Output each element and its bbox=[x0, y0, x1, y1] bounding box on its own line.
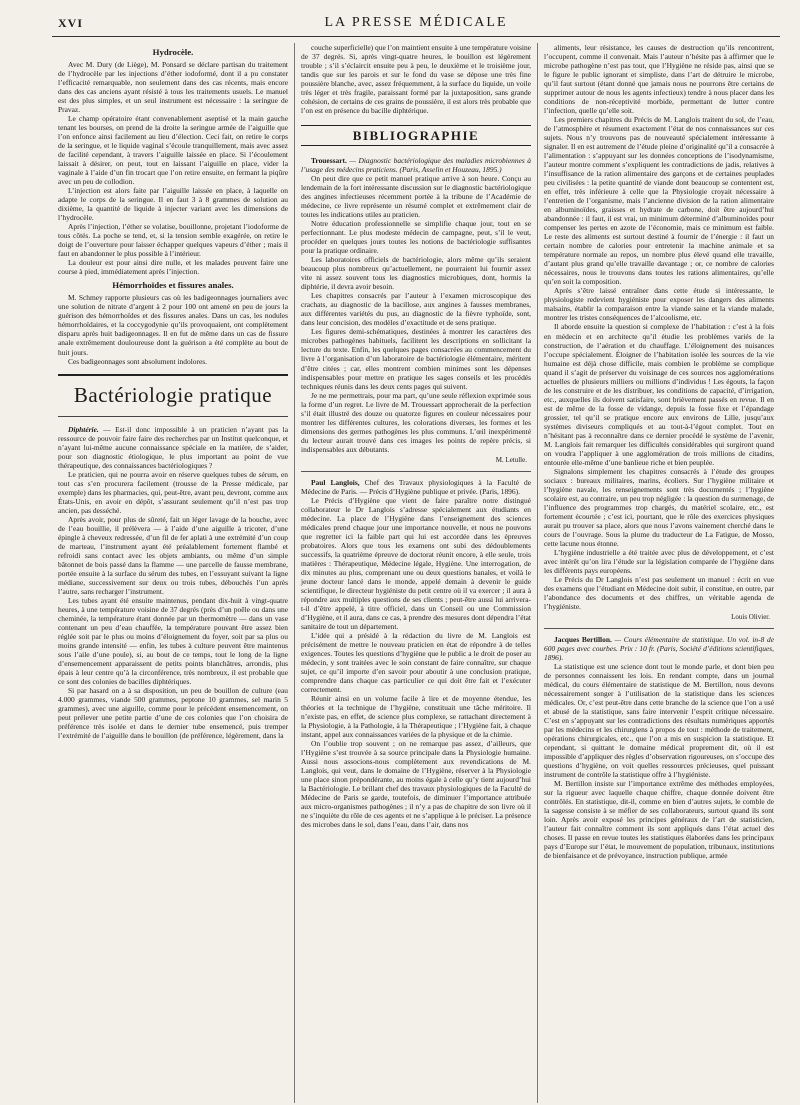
book-title: — Cours élémentaire de statistique. Un vol. in-8 de 600 pages avec courbes. Prix : 10 fr. (Paris, Société d’éditions scientifiques, 1896). bbox=[544, 635, 775, 663]
paragraph: aliments, leur résistance, les causes de destruction qu’ils rencontrent, l’occupent, comme il convenait. Mais l’auteur n’hésite pas à affirmer que le microbe pathogène n’est pas tout, que l’Hygiène ne réside pas, ainsi que se le figure le public ignorant et simpliste, dans l’art de détruire le microbe, qu’il faut surtout (étant donné que jamais nous ne pourrons être certains de supprimer autour de nous les agents infectieux) tendre à nous placer dans les conditions de non-réceptivité morbide, permettant de lutter contre l’infection, quelle qu’elle soit. bbox=[544, 43, 774, 116]
divider bbox=[301, 471, 531, 472]
column-right bbox=[537, 43, 780, 1103]
paragraph-text: — Est-il donc impossible à un praticien n’ayant pas la ressource de pouvoir faire faire des recherches par un Institut quelconque, et n’ayant lui-même aucune connaissance spéciale en la matière, de s’aider, pour son diagnostic étiologique, le plus important au point de vue thérapeutique, des connaissances bactériologiques ? bbox=[58, 424, 288, 470]
paragraph: Le Précis du Dr Langlois n’est pas seulement un manuel : écrit en vue des examens que l’étudiant en Médecine doit subir, il constitue, en outre, par l’abondance des documents et des chiffres, un véritable agenda de l’hygiéniste. bbox=[544, 574, 774, 611]
paragraph bbox=[58, 425, 288, 470]
paragraph: L’idée qui a présidé à la rédaction du livre de M. Langlois est précisément de mettre le nouveau praticien en état de répondre à de telles exigences. Toutes les questions d’hygiène que le public a le droit de poser au médecin, y sont traitées avec le soin constant de faire connaître, sur chaque sujet, ce qu’il importe d’en savoir pour aboutir à une conclusion pratique, comprendre dans chaque cas particulier ce qui doit être fait et l’exécuter correctement. bbox=[301, 630, 531, 695]
paragraph: M. Bertillon insiste sur l’importance extrême des méthodes employées, sur la rigueur avec laquelle chaque chiffre, chaque donnée doivent être contrôlés. En statistique, dit-il, comme en bien d’autres sujets, le comble de la sagesse consiste à se méfier de ses collaborateurs, surtout quand ils sont loin. Après avoir exposé les principes généraux de l’art de statisticien, l’auteur fait connaître comment ils sont appliqués dans l’état actuel des choses. Il passe en revue toutes les statistiques élaborées dans les principaux pays d’Europe sur l’état, le mouvement de population, tribunaux, institutions de bienfaisance et de prévoyance, instruction publique, armée bbox=[544, 779, 774, 861]
paragraph: Si par hasard on a à sa disposition, un peu de bouillon de culture (eau 4.000 grammes, viande 500 grammes, peptone 10 grammes, sel marin 5 grammes), avec une aiguille, comme pour le précédent ensemencement, on peut prélever une petite partie d’une de ces colonies que l’on choisira de préférence très isolée et dans le dernier tube ensemencé, puis tremper l’extrémité de l’aiguille dans le bouillon (de préférence, légèrement, dans la bbox=[58, 685, 288, 741]
paragraph: Après s’être laissé entraîner dans cette étude si intéressante, le physiologiste redevient hygiéniste pour exposer les dangers des aliments malsains, établir la comparaison entre la viande saine et la viande malade, montrer les tristes conséquences de l’alcoolisme, etc. bbox=[544, 286, 774, 323]
column-middle bbox=[294, 43, 537, 1103]
journal-title: LA PRESSE MÉDICALE bbox=[324, 15, 508, 30]
section-title-bibliographie: BIBLIOGRAPHIE bbox=[301, 125, 531, 146]
book-citation bbox=[301, 156, 531, 174]
section-heading-hydrocele: Hydrocèle. bbox=[152, 47, 194, 57]
paragraph: Les premiers chapitres du Précis de M. Langlois traitent du sol, de l’eau, de l’atmosphère et résument exactement l’état de nos connaissances sur ces sujets. Nous n’y trouvons pas de nouveauté spécialement intéressante à signaler. Il en est autrement de l’étude pleine d’originalité qu’il a consacrée à l’alimentation : s’appuyant sur les données conceptions de l’isodynamisme, l’auteur montre comment s’expliquent les contradictions de jadis, relatives à l’insuffisance de la ration alimentaire des garçons et de certaines peuplades peu civilisées : la petite quantité de viande dont beaucoup se contentent est, en effet, très inférieure à celle que la Physiologie croyait nécessaire à l’entretien de l’organisme, mais l’ancienne division de la ration alimentaire en albuminoïdes, graisses et hydrate de carbone, doit être aujourd’hui abandonnée : il faut, il est vrai, un minimum déterminé d’albuminoïdes pour compenser les pertes en azote de l’économie, mais ce minimum est faible. Le reste des aliments est surtout destiné à fournir de l’énergie : il faut un certain nombre de calories pour entretenir la machine animale et sa température normale au repos, un nombre plus élevé quand elle travaille, d’autant plus grand qu’elle travaille davantage ; or, ce nombre de calories nécessaires, nous le trouvons dans toutes les rations alimentaires, qu’elle qu’en soit la composition. bbox=[544, 115, 774, 287]
book-title: Chef des Travaux physiologiques à la Faculté de Médecine de Paris. — Précis d’Hygiène publique et privée. (Paris, 1896). bbox=[301, 477, 531, 496]
paragraph: Le praticien, qui ne pourra avoir en réserve quelques tubes de sérum, en tout cas s’en procurera facilement (trousse de la Presse médicale, par exemple) dans les pharmacies, qui, peut-être, avant peu, devront, comme aux États-Unis, en avoir en dépôt, s’assurant seulement qu’il n’est pas trop ancien, pas desséché. bbox=[58, 469, 288, 515]
paragraph: Les tubes ayant été ensuite maintenus, pendant dix-huit à vingt-quatre heures, à une température voisine de 37 degrés (près d’un poêle ou dans une cheminée, la température étant donnée par un thermomètre — dans un vase contenant un peu d’eau chauffée, la température pouvant être assez bien réglée soit par le plus ou moins d’éloignement du foyer, soit par sa plus ou moins grande intensité — enfin, les tubes à culture peuvent être maintenus sous l’aile d’une poule), si, au bout de ce temps, tout le long de la ligne d’ensemencement apparaissent de petits points blanchâtres, arrondis, plus épais à leur centre qu’à la circonférence, très nombreux, il est probable que ce sont des colonies de bacilles diphtériques. bbox=[58, 595, 288, 686]
column-left bbox=[52, 43, 294, 1103]
topic-label: Diphtérie. bbox=[68, 424, 99, 434]
book-author: Trouessart. bbox=[311, 156, 347, 166]
page-header bbox=[52, 14, 780, 37]
paragraph: M. Schmey rapporte plusieurs cas où les badigeonnages journaliers avec une solution de nitrate d’argent à 2 pour 100 ont amené en peu de jours la guérison des hémorrhoïdes et des fissures anales. Dans un cas, les nodules hémorrhoïdaires, et la coccygodynie qu’ils provoquaient, ont complètement disparu après huit badigeonnages. Il en fut de même dans un cas de fissure anale extrêmement douloureuse dont la guérison a été complète au bout de huit jours. bbox=[58, 293, 288, 357]
paragraph: Après l’injection, l’éther se volatise, bouillonne, projetant l’iodoforme de tous côtés. La poche se tend, et, si la tension semble exagérée, on retire le doigt de l’ouverture pour laisser échapper quelques vapeurs d’éther ; mais il faut en abandonner le plus possible à l’intérieur. bbox=[58, 222, 288, 259]
paragraph: Ces badigeonnages sont absolument indolores. bbox=[68, 356, 208, 366]
review-signature: M. Letulle. bbox=[495, 455, 527, 464]
paragraph: On peut dire que ce petit manuel pratique arrive à son heure. Conçu au lendemain de la fort intéressante discussion sur le diagnostic bactériologique des angines infectieuses récemment portée à la tribune de l’Académie de médecine, ce livre représente un résumé complet et extrêmement clair de toutes les indications utiles au praticien. bbox=[301, 174, 531, 220]
book-author: Jacques Bertillon. bbox=[554, 635, 612, 644]
paragraph: Les laboratoires officiels de bactériologie, alors même qu’ils seraient beaucoup plus nombreux qu’actuellement, ne pourraient lui fournir assez vite ni assez souvent tous les diagnostics microbiques, dont, hormis la diphtérie, il devra avoir besoin. bbox=[301, 255, 531, 292]
paragraph: Le Précis d’Hygiène que vient de faire paraître notre distingué collaborateur le Dr Langlois s’adresse spécialement aux étudiants en médecine. La place de l’Hygiène dans l’enseignement des sciences médicales prend chaque jour une importance nouvelle, et nous ne pouvons que regretter ici la faible part qui lui est accordée dans les épreuves probatoires. Alors que tous les examens ont subi des dédoublements successifs, la quatrième épreuve de doctorat réunit encore, à elle seule, trois matières : Thérapeutique, Médecine légale, Hygiène. Une interrogation, de dix minutes au plus, comprenant une ou deux questions banales, et voilà le jeune docteur lancé dans le monde, appelé demain à devenir le guide scientifique, le directeur hygiéniste du petit centre où il va exercer ; il aura à répondre aux multiples questions de ses clients ; peut-être aussi lui arrivera-t-il d’être appelé, à titre officiel, dans un Conseil ou une Commission d’Hygiène, et il aura, dans ce cas, à prendre des mesures dont dépendra l’état sanitaire de tout un département. bbox=[301, 495, 531, 631]
paragraph: Réunir ainsi en un volume facile à lire et de moyenne étendue, les théories et la technique de l’hygiène, constituait une tâche méritoire. Il n’existe pas, en effet, de science plus complexe, se rattachant directement à la Physiologie, à la Pathologie, à la Thérapeutique ; l’Hygiène fait, à chaque instant, appel aux connaissances variées de la physique et de la chimie. bbox=[301, 694, 531, 740]
paragraph: Notre éducation professionnelle se simplifie chaque jour, tout en se perfectionnant. Le plus modeste médecin de campagne, peut, s’il le veut, procéder en quelques jours toutes les notions de bactériologie suffisantes pour la pratique ordinaire. bbox=[301, 219, 531, 256]
paragraph: Les figures demi-schématiques, destinées à montrer les caractères des microbes pathogènes habituels, facilitent les descriptions en sollicitant la lecture du texte. Enfin, les quelques pages consacrées au commencement du livre à l’organisation d’un laboratoire de bactériologie élémentaire, méritent d’être citées ; car, elles montrent combien minimes sont les dépenses indispensables pour mettre en pratique les sages conseils et les procédés techniques réunis dans les deux cents pages qui suivent. bbox=[301, 327, 531, 391]
review-signature: Louis Olivier. bbox=[731, 612, 770, 621]
book-author: Paul Langlois, bbox=[311, 477, 360, 487]
book-citation bbox=[544, 635, 774, 662]
paragraph: Il aborde ensuite la question si complexe de l’habitation : c’est à la fois en médecin et en architecte qu’il étudie les problèmes variés de la construction, de l’aération et du chauffage. L’éloignement des nuisances l’occupe spécialement. Éloigner de l’habitation isolée les sources de la vie humaine est déjà chose difficile, mais combien le problème se complique quand il s’agit de préserver du voisinage de ces sources nos agglomérations actuelles de plusieurs milliers ou millions d’individus ! Les égouts, la façon de les construire et de les distribuer, les conditions de capacité, d’irrigation, etc., auxquelles ils doivent satisfaire, sont brièvement passés en revue. Il en est de même de la fosse de vidange, depuis la fosse fixe et l’épandage grossier, tel qu’il se pratique encore aux environs de Lille, jusqu’aux systèmes diviseurs compliqués et au tout-à-l’égout complet. Tout en n’hésitant pas à reconnaître dans ce dernier procédé le système de l’avenir, M. Langlois fait remarquer les difficultés considérables qui surgiront quand on voudra l’appliquer à une agglomération de trois millions de citadins, entourée elle-même d’une banlieue riche et bien peuplée. bbox=[544, 322, 774, 467]
paragraph: Signalons simplement les chapitres consacrés à l’étude des groupes sociaux : bureaux militaires, marins, écoliers. Sur l’hygiène militaire et l’hygiène navale, les renseignements sont très documentés ; l’hygiène scolaire est, au contraire, un peu trop négligée : la question du surmenage, de l’influence des programmes trop chargés, du matériel scolaire, etc., est fortement écourtée ; c’est ici, pourtant, que le rôle des exercices physiques aurait pu trouver sa place, alors que nous l’avons vainement cherché dans le cours de l’ouvrage. Sous la plume du traducteur de La Fatigue, de Mosso, cette lacune nous étonne. bbox=[544, 466, 774, 548]
paragraph: Je ne me permettrais, pour ma part, qu’une seule réflexion exprimée sous la forme d’un regret. Le livre de M. Trouessart approcherait de la perfection s’il était illustré des douze ou quatorze figures en couleur nécessaires pour montrer les différentes cultures, les colorations diverses, les formes et les dimensions des germes pathogènes les plus communs. L’œil inexpérimenté du lecteur aurait trouvé dans ces images les points de repère précis, si indispensables aux débutants. bbox=[301, 390, 531, 454]
paragraph: Avec M. Dury (de Liège), M. Ponsard se déclare partisan du traitement de l’hydrocèle par les injections d’éther iodoformé, dont il a pu constater l’efficacité remarquable, non seulement dans des cas récents, mais encore dans des cas anciens ayant résisté à tous les traitements usuels. Le manuel est des plus simples, et un seul instrument est nécessaire : la seringue de Pravaz. bbox=[58, 60, 288, 115]
paragraph: La douleur est pour ainsi dire nulle, et les malades peuvent faire une course à pied, immédiatement après l’injection. bbox=[58, 258, 288, 277]
paragraph: La statistique est une science dont tout le monde parle, et dont bien peu de personnes connaissent les lois. En rendant compte, dans un journal médical, du cours élémentaire de statistique de M. Bertillon, nous devons nécessairement songer à l’utilisation de la statistique dans les sciences médicales. Or, c’est peut-être dans cette branche de la science que l’on a usé et abusé de la statistique, sans faire intervenir l’esprit critique nécessaire. C’est en s’appuyant sur les contradictions des résultats numériques apportés par les médecins et les chirurgiens à propos de tout : méthode de traitement, opérations chirurgicales, etc., que l’on a mis en suspicion la statistique. Et cependant, si quittant le domaine médical proprement dit, où il est impossible d’appliquer des règles d’observation rigoureuses, on s’occupe des questions d’hygiène, on voit quelles ressources précieuses, quel puissant instrument de contrôle la statistique offre à l’hygiéniste. bbox=[544, 662, 774, 780]
paragraph: L’hygiène industrielle a été traitée avec plus de développement, et c’est avec intérêt qu’on lira l’étude sur la législation comparée de l’hygiène dans les différents pays européens. bbox=[544, 547, 774, 575]
paragraph: couche superficielle) que l’on maintient ensuite à une température voisine de 37 degrés. Si, après vingt-quatre heures, le bouillon est légèrement trouble ; s’il s’éclaircit ensuite peu à peu, le deuxième et le troisième jour, tandis que sur les parois et sur le fond du vase se dépose une très fine poussière blanche, avec, assez fréquemment, à la surface du liquide, un voile très léger et très fragile, paraissant formé par la juxtaposition, sans grande cohésion, de certains de ces grains de poussière, il est alors très probable que l’on est en présence du bacille diphtérique. bbox=[301, 43, 531, 116]
page-number: XVI bbox=[58, 16, 84, 30]
section-heading-hemorrhoides: Hémorrhoïdes et fissures anales. bbox=[112, 280, 234, 291]
book-citation bbox=[301, 478, 531, 496]
paragraph: Après avoir, pour plus de sûreté, fait un léger lavage de la bouche, avec de l’eau bouillie, il prélèvera — à l’aide d’une aiguille à tricoter, d’une épingle à cheveux redressée, d’un fil de fer aplati à une extrémité d’un coup de marteau, l’instrument ayant été préalablement fortement flambé et refroidi sans contact avec les objets ambiants, ou même d’un simple bâtonnet de bois passé dans la flamme — une parcelle de fausse membrane, portée ensuite à la surface du sérum des tubes, en l’essuyant suivant la ligne médiane, successivement sur deux ou trois tubes, débouchés l’un après l’autre, sans recharger l’instrument. bbox=[58, 514, 288, 596]
paragraph: Le champ opératoire étant convenablement aseptisé et la main gauche tenant les bourses, on prend de la droite la seringue armée de l’aiguille que l’on enfonce ainsi facilement au lieu d’élection. Ceci fait, on retire le corps de la seringue, et le liquide vaginal s’écoule tranquillement, mais avec assez de facilité cependant, à travers l’aiguille laissée en place. Si l’écoulement laissait à désirer, on peut, tout en laissant l’aiguille en place, vider la vaginale à l’aide d’un fin trocart que l’on retire ensuite, en fermant la piqûre avec un peu de collodion. bbox=[58, 114, 288, 187]
book-title: — Diagnostic bactériologique des maladies microbiennes à l’usage des médecins praticiens. (Paris, Asselin et Houzeau, 1895.) bbox=[301, 156, 531, 175]
section-title-bacteriologie: Bactériologie pratique bbox=[58, 374, 288, 417]
paragraph: Les chapitres consacrés par l’auteur à l’examen microscopique des crachats, au diagnostic de la bacillose, aux angines à fausses membranes, aux différentes variétés du pus, au diagnostic de la fièvre typhoïde, sont, dans leur concision, des modèles d’exactitude et de sens pratique. bbox=[301, 291, 531, 328]
paragraph: On l’oublie trop souvent ; on ne remarque pas assez, d’ailleurs, que l’Hygiène s’est trouvée à sa source principale dans la Physiologie humaine. Aussi nous associons-nous complètement aux revendications de M. Langlois, qui veut, dans le domaine de l’Hygiène, réserver à la Physiologie une place sinon prépondérante, au moins égale à celle qu’y tient aujourd’hui la Bactériologie. Le brillant chef des travaux physiologiques de la Faculté de Médecine de Paris se garde, toutefois, de diminuer l’importance attribuée aux micro-organismes pathogènes ; il n’y a pas de chapitre de son livre où il ne s’inquiète du rôle de ces agents et ne s’applique à le préciser. La présence des microbes dans le sol, dans l’eau, dans l’air, dans nos bbox=[301, 739, 531, 830]
divider bbox=[544, 628, 774, 629]
paragraph: L’injection est alors faite par l’aiguille laissée en place, à laquelle on adapte le corps de la seringue. Il en faut 3 à 8 grammes de solution au dixième, la quantité de liquide à injecter variant avec les dimensions de l’hydrocèle. bbox=[58, 186, 288, 223]
columns bbox=[52, 43, 780, 1103]
